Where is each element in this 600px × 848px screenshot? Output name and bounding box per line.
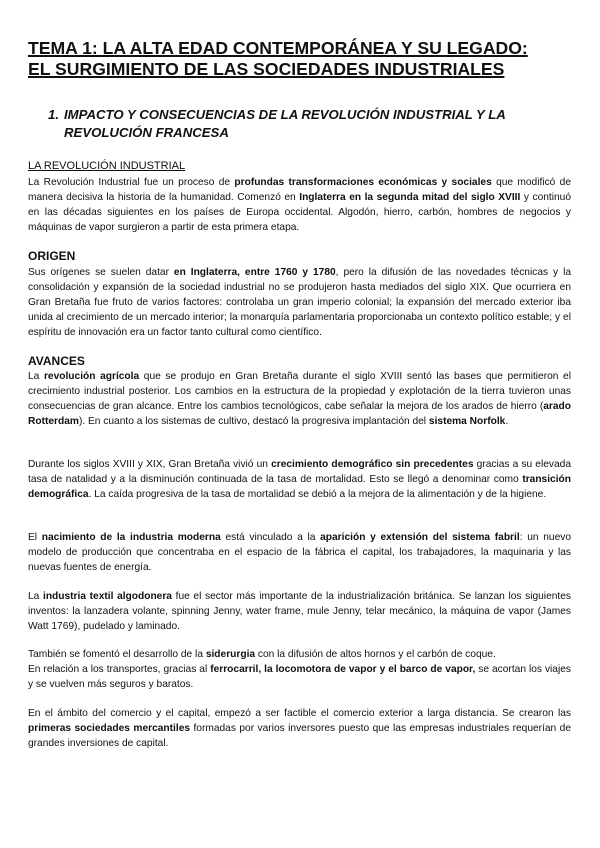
section-subtitle (48, 106, 578, 142)
text: Sus orígenes se suelen datar (28, 267, 174, 278)
text: que se produjo en Gran Bretaña durante el siglo XVIII sentó las bases que permitieron el crecimiento industrial posterior. Los cambios en la estructura de la propiedad y explotación de la tierra tuvieron unas consecuencias de gran alcance. Entre los cambios tecnológicos, cabe señalar la mejora de los arados de hierro ( (28, 371, 571, 412)
bold-text: arado Rotterdam (28, 401, 571, 427)
bold-text: profundas transformaciones económicas y sociales (234, 177, 492, 188)
paragraph-avances-6 (28, 706, 571, 751)
heading-revolucion: LA REVOLUCIÓN INDUSTRIAL (28, 160, 186, 172)
text: con la difusión de altos hornos y el carbón de coque. (255, 649, 496, 660)
page-title (28, 38, 576, 80)
bold-text: siderurgia (205, 649, 256, 660)
text: En relación a los transportes, gracias al (28, 664, 211, 675)
paragraph-avances-5a (28, 647, 571, 662)
bold-text: nacimiento de la industria moderna (41, 532, 221, 543)
heading-avances: AVANCES (28, 354, 85, 368)
title-line-1: TEMA 1: LA ALTA EDAD CONTEMPORÁNEA Y SU LEGADO: (28, 38, 528, 58)
text: . (505, 416, 509, 427)
paragraph-avances-3 (28, 530, 571, 575)
bold-text: aparición y extensión del sistema fabril (320, 532, 520, 543)
paragraph-avances-5b (28, 662, 571, 692)
subtitle-number: 1. (48, 107, 59, 122)
text: se acortan los viajes y se vuelven más seguros y baratos. (28, 664, 571, 690)
text: ). En cuanto a los sistemas de cultivo, destacó la progresiva implantación del (78, 416, 429, 427)
subtitle-line-2: REVOLUCIÓN FRANCESA (64, 125, 229, 140)
paragraph-avances-4 (28, 589, 571, 634)
text: La (28, 371, 44, 382)
bold-text: industria textil algodonera (42, 591, 172, 602)
text: gracias a su elevada tasa de natalidad y a la disminución continuada de la tasa de mortalidad. Esto se llegó a denominar como (28, 459, 571, 485)
bold-text: primeras sociedades mercantiles (28, 723, 191, 734)
title-line-2: EL SURGIMIENTO DE LAS SOCIEDADES INDUSTRIALES (28, 59, 505, 79)
text: . La caída progresiva de la tasa de mortalidad se debió a la mejora de la alimentación y de la higiene. (88, 489, 547, 500)
text: La Revolución Industrial fue un proceso de (28, 177, 235, 188)
subtitle-line-1: IMPACTO Y CONSECUENCIAS DE LA REVOLUCIÓN INDUSTRIAL Y LA (64, 107, 506, 122)
text: formadas por varios inversores puesto que las empresas industriales requerían de grandes inversiones de capital. (28, 723, 571, 749)
bold-text: revolución agrícola (43, 371, 140, 382)
bold-text: transición demográfica (28, 474, 571, 500)
heading-origen: ORIGEN (28, 249, 76, 263)
bold-text: en Inglaterra, entre 1760 y 1780 (173, 267, 336, 278)
text: que modificó de manera decisiva la historia de la humanidad. Comenzó en (28, 177, 571, 203)
text: Durante los siglos XVIII y XIX, Gran Bretaña vivió un (28, 459, 272, 470)
text: y continuó en las décadas siguientes en los países de Europa occidental. Algodón, hierro, carbón, hombres de negocios y máquinas de vapor surgieron a partir de esta primera etapa. (28, 192, 571, 233)
bold-text: ferrocarril, la locomotora de vapor y el barco de vapor, (210, 664, 476, 675)
bold-text: sistema Norfolk (428, 416, 506, 427)
paragraph-avances-2 (28, 457, 571, 502)
text: También se fomentó el desarrollo de la (28, 649, 206, 660)
paragraph-revolucion (28, 175, 571, 235)
text: El (28, 532, 42, 543)
text: : un nuevo modelo de producción que concentraba en el espacio de la fábrica el capital, los trabajadores, la maquinaria y las nuevas fuentes de energía. (28, 532, 571, 573)
text: , pero la difusión de las novedades técnicas y la consolidación y expansión de la sociedad industrial no se produjeron hasta mediados del siglo XIX. Que ocurriera en Gran Bretaña fue fruto de varios factores: controlaba un gran imperio colonial; la expansión del mercado exterior iba unida al crecimiento de un mercado interior; la monarquía parlamentaria proporcionaba un contexto político estable; y el espíritu de innovación era un factor tanto cultural como científico. (28, 267, 571, 338)
bold-text: crecimiento demográfico sin precedentes (271, 459, 474, 470)
text: La (28, 591, 43, 602)
paragraph-origen (28, 265, 571, 340)
bold-text: Inglaterra en la segunda mitad del siglo XVIII (299, 192, 521, 203)
text: fue el sector más importante de la industrialización británica. Se lanzan los siguientes inventos: la lanzadera volante, spinning Jenny, water frame, mule Jenny, telar mecánico, la máquina de vapor (James Watt 1769), pudelado y laminado. (28, 591, 571, 632)
text: En el ámbito del comercio y el capital, empezó a ser factible el comercio exterior a larga distancia. Se crearon las (28, 708, 571, 719)
text: está vinculado a la (220, 532, 321, 543)
paragraph-avances-1 (28, 369, 571, 429)
